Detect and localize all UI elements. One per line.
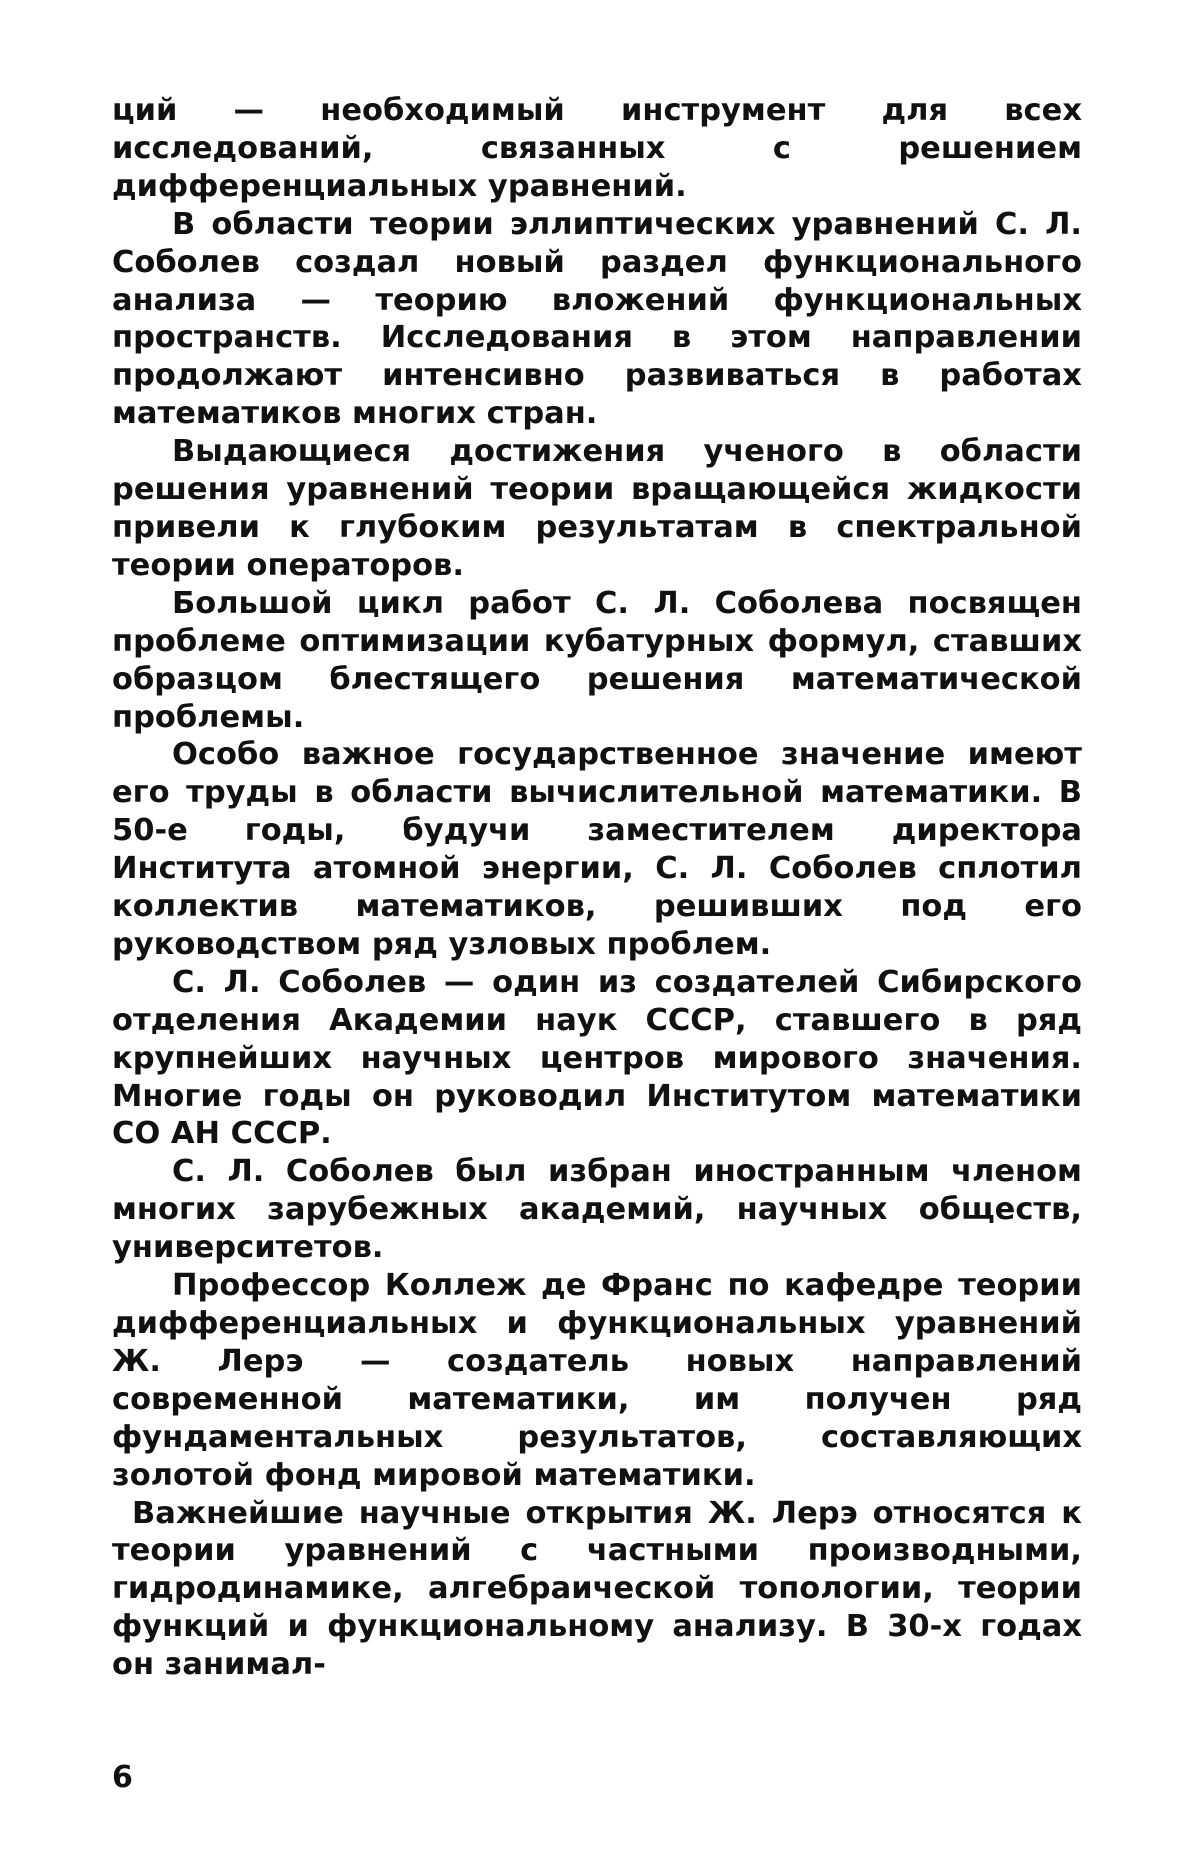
paragraph-8: Профессор Коллеж де Франс по кафедре теории дифференциальных и функциональных уравнений Ж. Лерэ — создатель новых направлений современной математики, им получен ряд фундаментальных результатов, составляющих золотой фонд мировой математики. xyxy=(112,1268,1082,1493)
paragraph-5: Особо важное государственное значение имеют его труды в области вычислительной математики. В 50-е годы, будучи заместителем директора Института атомной энергии, С. Л. Соболев сплотил коллектив математиков, решивших под его руководством ряд узловых проблем. xyxy=(112,737,1082,962)
paragraph-6: С. Л. Соболев — один из создателей Сибирского отделения Академии наук СССР, ставшего в ряд крупнейших научных центров мирового значения. Многие годы он руководил Институтом математики СО АН СССР. xyxy=(112,964,1082,1152)
paragraph-9: Важнейшие научные открытия Ж. Лерэ относятся к теории уравнений с частными производными, гидродинамике, алгебраической топологии, теории функций и функциональному анализу. В 30-х годах он занимал- xyxy=(112,1495,1082,1683)
paragraph-4: Большой цикл работ С. Л. Соболева посвящен проблеме оптимизации кубатурных формул, ставших образцом блестящего решения математической проблемы. xyxy=(112,585,1082,735)
body-text xyxy=(112,92,1082,1684)
paragraph-3: Выдающиеся достижения ученого в области решения уравнений теории вращающейся жидкости привели к глубоким результатам в спектральной теории операторов. xyxy=(112,434,1082,583)
paragraph-2: В области теории эллиптических уравнений С. Л. Соболев создал новый раздел функционального анализа — теорию вложений функциональных пространств. Исследования в этом направлении продолжают интенсивно развиваться в работах математиков многих стран. xyxy=(112,206,1082,432)
page-number: 6 xyxy=(112,1760,133,1795)
paragraph-1: ций — необходимый инструмент для всех исследований, связанных с решением дифференциальных уравнений. xyxy=(112,93,1082,204)
paragraph-7: С. Л. Соболев был избран иностранным членом многих зарубежных академий, научных обществ, университетов. xyxy=(112,1154,1082,1266)
